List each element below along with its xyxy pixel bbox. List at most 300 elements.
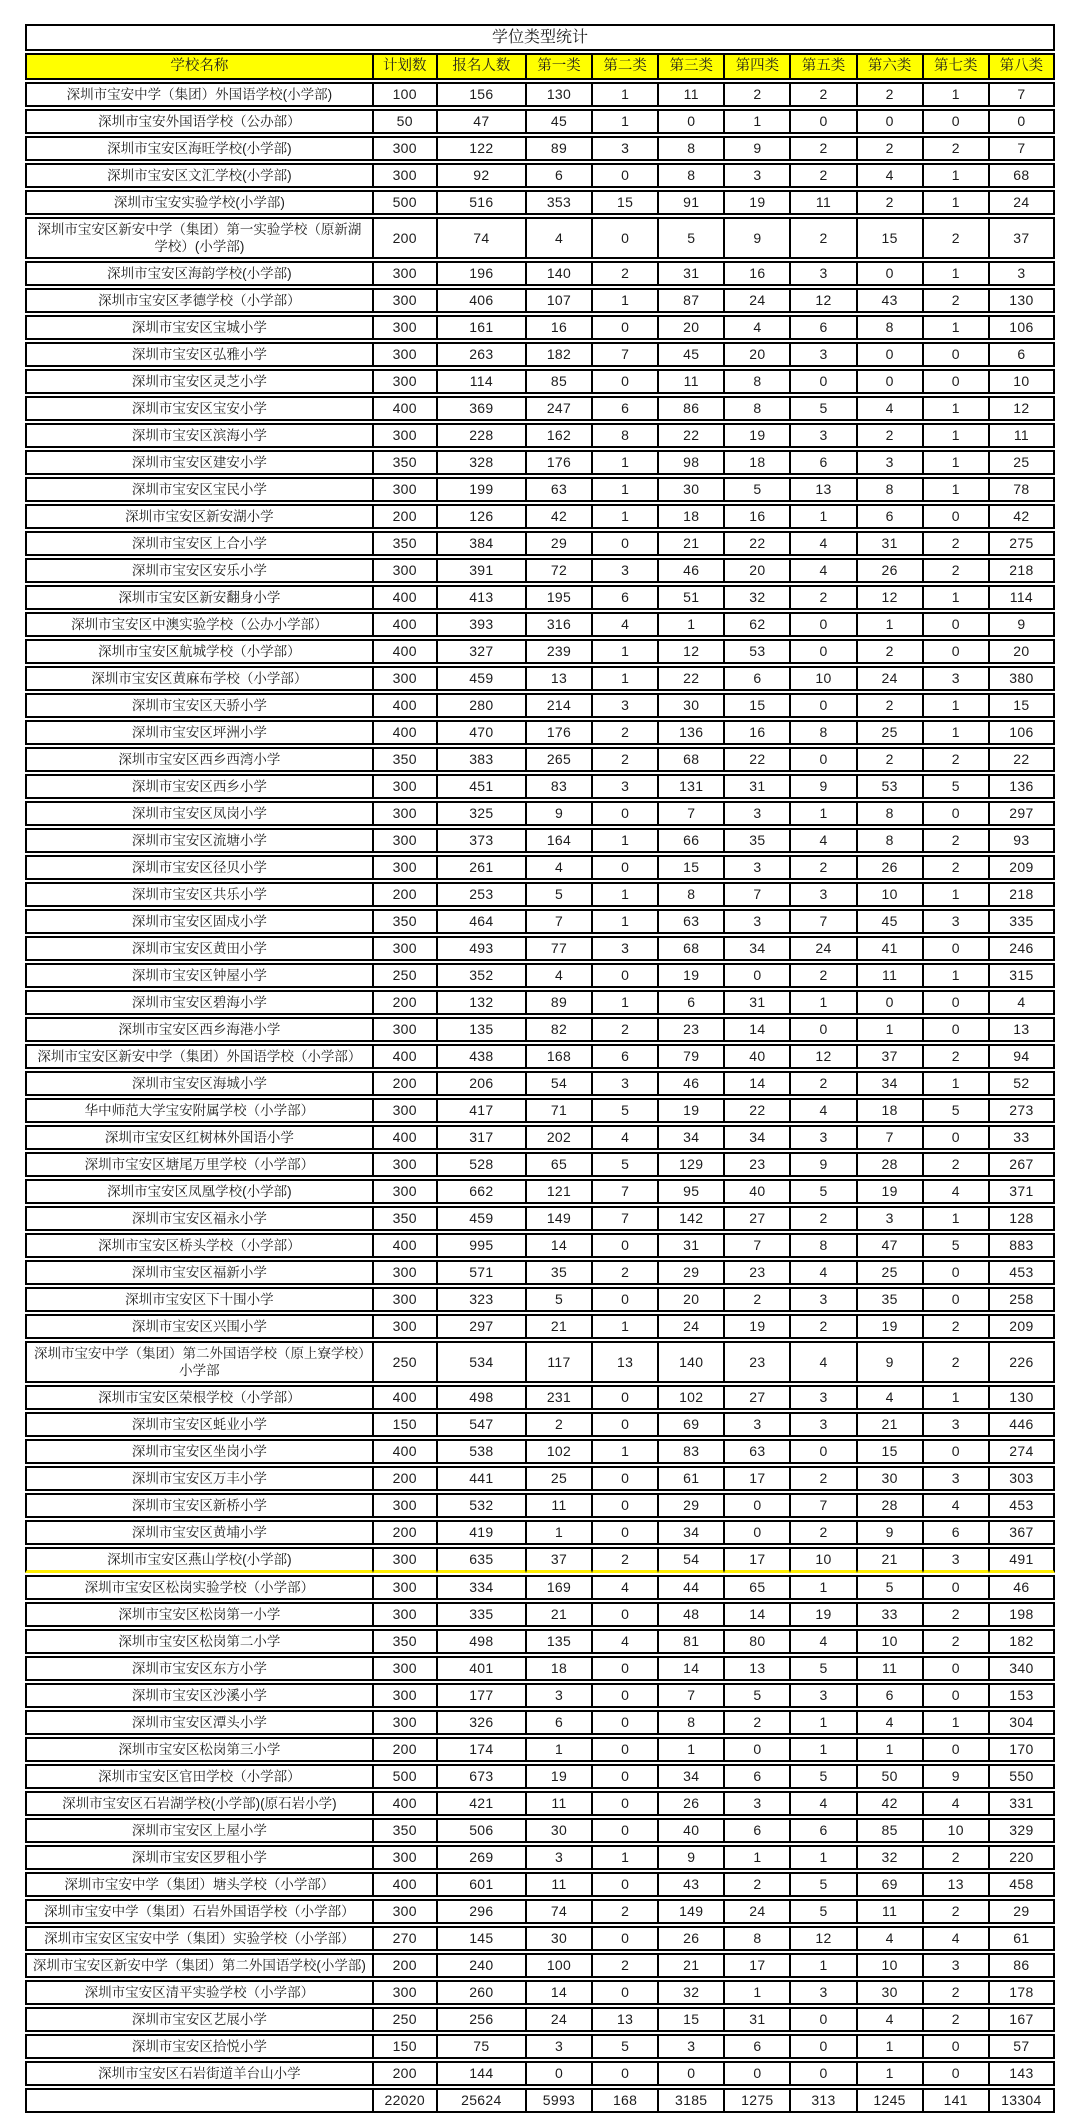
value-cell: 2 (790, 163, 856, 188)
value-cell: 22 (724, 747, 790, 772)
value-cell: 3 (526, 2034, 592, 2059)
value-cell: 2 (857, 190, 923, 215)
table-row (25, 1179, 1055, 1204)
school-name-cell: 深圳市宝安区西乡小学 (25, 774, 373, 799)
value-cell: 15 (857, 217, 923, 259)
value-cell: 198 (989, 1602, 1055, 1627)
value-cell: 13 (790, 477, 856, 502)
value-cell: 7 (989, 136, 1055, 161)
value-cell: 5 (592, 1152, 658, 1177)
value-cell: 87 (658, 288, 724, 313)
value-cell: 142 (658, 1206, 724, 1231)
value-cell: 0 (592, 1602, 658, 1627)
value-cell: 25 (526, 1466, 592, 1491)
value-cell: 0 (923, 342, 989, 367)
value-cell: 122 (437, 136, 526, 161)
value-cell: 143 (989, 2061, 1055, 2086)
school-name-cell: 深圳市宝安区石岩湖学校(小学部)(原石岩小学) (25, 1791, 373, 1816)
value-cell: 130 (526, 82, 592, 107)
value-cell: 240 (437, 1953, 526, 1978)
value-cell: 491 (989, 1547, 1055, 1573)
value-cell: 300 (373, 1547, 437, 1573)
value-cell: 11 (658, 82, 724, 107)
value-cell: 300 (373, 1179, 437, 1204)
value-cell: 140 (658, 1341, 724, 1383)
school-name-cell: 深圳市宝安区灵芝小学 (25, 369, 373, 394)
value-cell: 4 (592, 1575, 658, 1600)
value-cell: 1 (526, 1737, 592, 1762)
value-cell: 1 (923, 315, 989, 340)
value-cell: 1 (857, 612, 923, 637)
value-cell: 400 (373, 585, 437, 610)
table-row (25, 163, 1055, 188)
value-cell: 24 (724, 288, 790, 313)
value-cell: 5 (724, 1683, 790, 1708)
value-cell: 4 (923, 1179, 989, 1204)
value-cell: 3 (724, 1412, 790, 1437)
table-row (25, 1710, 1055, 1735)
value-cell: 91 (658, 190, 724, 215)
value-cell: 275 (989, 531, 1055, 556)
table-row (25, 2034, 1055, 2059)
value-cell: 2 (526, 1412, 592, 1437)
value-cell: 2 (592, 747, 658, 772)
value-cell: 30 (658, 477, 724, 502)
value-cell: 2 (923, 1044, 989, 1069)
value-cell: 7 (724, 882, 790, 907)
value-cell: 400 (373, 1439, 437, 1464)
value-cell: 1 (592, 82, 658, 107)
table-row (25, 1385, 1055, 1410)
value-cell: 8 (592, 423, 658, 448)
school-name-cell: 深圳市宝安中学（集团）第二外国语学校（原上寮学校）小学部 (25, 1341, 373, 1383)
value-cell: 0 (592, 1710, 658, 1735)
school-name-cell: 深圳市宝安区塘尾万里学校（小学部） (25, 1152, 373, 1177)
value-cell: 458 (989, 1872, 1055, 1897)
value-cell: 550 (989, 1764, 1055, 1789)
value-cell: 9 (989, 612, 1055, 637)
school-name-cell: 深圳市宝安区松岗实验学校（小学部） (25, 1575, 373, 1600)
school-name-cell: 深圳市宝安区宝安中学（集团）实验学校（小学部） (25, 1926, 373, 1951)
value-cell: 6 (592, 1044, 658, 1069)
value-cell: 300 (373, 1602, 437, 1627)
table-row (25, 504, 1055, 529)
table-row (25, 963, 1055, 988)
value-cell: 401 (437, 1656, 526, 1681)
value-cell: 250 (373, 963, 437, 988)
total-value-cell: 141 (923, 2088, 989, 2113)
value-cell: 50 (857, 1764, 923, 1789)
table-row (25, 936, 1055, 961)
value-cell: 369 (437, 396, 526, 421)
value-cell: 209 (989, 1314, 1055, 1339)
value-cell: 26 (857, 855, 923, 880)
value-cell: 1 (923, 1385, 989, 1410)
value-cell: 41 (857, 936, 923, 961)
value-cell: 35 (724, 828, 790, 853)
column-header: 第六类 (857, 53, 923, 80)
table-row (25, 1953, 1055, 1978)
value-cell: 29 (526, 531, 592, 556)
value-cell: 21 (857, 1412, 923, 1437)
value-cell: 2 (790, 1466, 856, 1491)
value-cell: 177 (437, 1683, 526, 1708)
value-cell: 106 (989, 315, 1055, 340)
value-cell: 43 (658, 1872, 724, 1897)
value-cell: 80 (724, 1629, 790, 1654)
value-cell: 270 (373, 1926, 437, 1951)
value-cell: 5 (857, 1575, 923, 1600)
value-cell: 2 (724, 1872, 790, 1897)
value-cell: 131 (658, 774, 724, 799)
value-cell: 329 (989, 1818, 1055, 1843)
value-cell: 7 (989, 82, 1055, 107)
value-cell: 164 (526, 828, 592, 853)
value-cell: 350 (373, 747, 437, 772)
value-cell: 9 (724, 136, 790, 161)
value-cell: 419 (437, 1520, 526, 1545)
value-cell: 12 (857, 585, 923, 610)
value-cell: 132 (437, 990, 526, 1015)
value-cell: 0 (790, 612, 856, 637)
value-cell: 326 (437, 1710, 526, 1735)
value-cell: 7 (790, 1493, 856, 1518)
value-cell: 350 (373, 1818, 437, 1843)
table-row (25, 1071, 1055, 1096)
degree-type-statistics-table (25, 22, 1055, 2115)
school-name-cell: 深圳市宝安区滨海小学 (25, 423, 373, 448)
value-cell: 214 (526, 693, 592, 718)
value-cell: 1 (923, 163, 989, 188)
value-cell: 45 (857, 909, 923, 934)
value-cell: 1 (923, 963, 989, 988)
table-row (25, 2007, 1055, 2032)
value-cell: 54 (658, 1547, 724, 1573)
value-cell: 8 (658, 1710, 724, 1735)
value-cell: 149 (526, 1206, 592, 1231)
value-cell: 250 (373, 2007, 437, 2032)
value-cell: 4 (923, 1926, 989, 1951)
value-cell: 3 (592, 774, 658, 799)
value-cell: 3 (790, 261, 856, 286)
value-cell: 2 (923, 1845, 989, 1870)
value-cell: 5 (790, 396, 856, 421)
school-name-cell: 深圳市宝安区兴围小学 (25, 1314, 373, 1339)
value-cell: 4 (857, 396, 923, 421)
value-cell: 12 (790, 1044, 856, 1069)
value-cell: 10 (857, 1953, 923, 1978)
value-cell: 30 (526, 1818, 592, 1843)
value-cell: 400 (373, 693, 437, 718)
value-cell: 335 (989, 909, 1055, 934)
value-cell: 4 (724, 315, 790, 340)
value-cell: 316 (526, 612, 592, 637)
value-cell: 296 (437, 1899, 526, 1924)
value-cell: 20 (658, 1287, 724, 1312)
value-cell: 47 (857, 1233, 923, 1258)
value-cell: 42 (989, 504, 1055, 529)
value-cell: 24 (658, 1314, 724, 1339)
table-row (25, 369, 1055, 394)
table-row (25, 261, 1055, 286)
value-cell: 11 (658, 369, 724, 394)
school-name-cell: 深圳市宝安区下十围小学 (25, 1287, 373, 1312)
value-cell: 2 (923, 855, 989, 880)
value-cell: 63 (526, 477, 592, 502)
value-cell: 1 (923, 693, 989, 718)
value-cell: 297 (989, 801, 1055, 826)
value-cell: 4 (592, 1125, 658, 1150)
value-cell: 226 (989, 1341, 1055, 1383)
table-body (25, 82, 1055, 2113)
value-cell: 0 (592, 1656, 658, 1681)
value-cell: 470 (437, 720, 526, 745)
table-row (25, 423, 1055, 448)
value-cell: 3 (857, 1206, 923, 1231)
total-value-cell: 168 (592, 2088, 658, 2113)
value-cell: 0 (790, 639, 856, 664)
school-name-cell: 深圳市宝安区天骄小学 (25, 693, 373, 718)
value-cell: 19 (857, 1314, 923, 1339)
value-cell: 25 (857, 1260, 923, 1285)
school-name-cell: 深圳市宝安区海旺学校(小学部) (25, 136, 373, 161)
value-cell: 3 (790, 1287, 856, 1312)
value-cell: 129 (658, 1152, 724, 1177)
value-cell: 68 (658, 936, 724, 961)
value-cell: 8 (857, 828, 923, 853)
value-cell: 2 (592, 720, 658, 745)
value-cell: 28 (857, 1493, 923, 1518)
value-cell: 20 (724, 342, 790, 367)
value-cell: 200 (373, 217, 437, 259)
value-cell: 7 (857, 1125, 923, 1150)
table-row (25, 450, 1055, 475)
value-cell: 300 (373, 1287, 437, 1312)
value-cell: 13 (526, 666, 592, 691)
value-cell: 7 (592, 1206, 658, 1231)
value-cell: 0 (790, 747, 856, 772)
value-cell: 18 (724, 450, 790, 475)
value-cell: 2 (923, 1341, 989, 1383)
value-cell: 4 (526, 855, 592, 880)
table-row (25, 342, 1055, 367)
value-cell: 498 (437, 1385, 526, 1410)
school-name-cell: 深圳市宝安区建安小学 (25, 450, 373, 475)
value-cell: 200 (373, 1953, 437, 1978)
value-cell: 2 (857, 747, 923, 772)
value-cell: 4 (592, 612, 658, 637)
value-cell: 3 (923, 1547, 989, 1573)
value-cell: 0 (724, 2061, 790, 2086)
value-cell: 8 (658, 163, 724, 188)
value-cell: 31 (857, 531, 923, 556)
value-cell: 21 (857, 1547, 923, 1573)
value-cell: 0 (857, 990, 923, 1015)
value-cell: 78 (989, 477, 1055, 502)
value-cell: 6 (923, 1520, 989, 1545)
value-cell: 0 (592, 1520, 658, 1545)
value-cell: 24 (724, 1899, 790, 1924)
value-cell: 5 (790, 1179, 856, 1204)
value-cell: 128 (989, 1206, 1055, 1231)
value-cell: 52 (989, 1071, 1055, 1096)
school-name-cell: 深圳市宝安区宝城小学 (25, 315, 373, 340)
value-cell: 200 (373, 1071, 437, 1096)
value-cell: 0 (923, 369, 989, 394)
value-cell: 0 (923, 639, 989, 664)
value-cell: 130 (989, 288, 1055, 313)
school-name-cell: 深圳市宝安区艺展小学 (25, 2007, 373, 2032)
value-cell: 13 (592, 2007, 658, 2032)
value-cell: 35 (857, 1287, 923, 1312)
value-cell: 1 (923, 1710, 989, 1735)
value-cell: 19 (857, 1179, 923, 1204)
value-cell: 4 (857, 163, 923, 188)
table-row (25, 774, 1055, 799)
value-cell: 31 (658, 1233, 724, 1258)
value-cell: 83 (526, 774, 592, 799)
value-cell: 8 (790, 1233, 856, 1258)
value-cell: 14 (526, 1233, 592, 1258)
value-cell: 15 (658, 2007, 724, 2032)
value-cell: 199 (437, 477, 526, 502)
school-name-cell: 深圳市宝安实验学校(小学部) (25, 190, 373, 215)
value-cell: 6 (857, 1683, 923, 1708)
value-cell: 0 (923, 1737, 989, 1762)
value-cell: 69 (658, 1412, 724, 1437)
value-cell: 239 (526, 639, 592, 664)
value-cell: 335 (437, 1602, 526, 1627)
value-cell: 89 (526, 990, 592, 1015)
value-cell: 300 (373, 1683, 437, 1708)
value-cell: 547 (437, 1412, 526, 1437)
value-cell: 144 (437, 2061, 526, 2086)
value-cell: 30 (857, 1980, 923, 2005)
table-row (25, 1575, 1055, 1600)
table-row (25, 1260, 1055, 1285)
value-cell: 8 (857, 801, 923, 826)
value-cell: 5 (526, 1287, 592, 1312)
value-cell: 4 (592, 1629, 658, 1654)
total-value-cell: 25624 (437, 2088, 526, 2113)
value-cell: 63 (724, 1439, 790, 1464)
value-cell: 3 (724, 909, 790, 934)
value-cell: 200 (373, 1466, 437, 1491)
value-cell: 5 (923, 1098, 989, 1123)
value-cell: 6 (989, 342, 1055, 367)
value-cell: 34 (658, 1125, 724, 1150)
value-cell: 68 (658, 747, 724, 772)
value-cell: 353 (526, 190, 592, 215)
value-cell: 22 (724, 531, 790, 556)
value-cell: 2 (592, 1017, 658, 1042)
value-cell: 253 (437, 882, 526, 907)
value-cell: 0 (923, 612, 989, 637)
value-cell: 2 (923, 1314, 989, 1339)
value-cell: 1 (592, 504, 658, 529)
value-cell: 140 (526, 261, 592, 286)
value-cell: 273 (989, 1098, 1055, 1123)
value-cell: 317 (437, 1125, 526, 1150)
value-cell: 77 (526, 936, 592, 961)
value-cell: 114 (437, 369, 526, 394)
school-name-cell: 华中师范大学宝安附属学校（小学部） (25, 1098, 373, 1123)
value-cell: 2 (790, 855, 856, 880)
value-cell: 300 (373, 1575, 437, 1600)
value-cell: 46 (658, 558, 724, 583)
value-cell: 0 (724, 1493, 790, 1518)
school-name-cell: 深圳市宝安区黄埔小学 (25, 1520, 373, 1545)
value-cell: 3 (790, 1683, 856, 1708)
value-cell: 16 (724, 720, 790, 745)
value-cell: 20 (724, 558, 790, 583)
value-cell: 265 (526, 747, 592, 772)
table-row (25, 1152, 1055, 1177)
table-row (25, 558, 1055, 583)
value-cell: 61 (658, 1466, 724, 1491)
value-cell: 3 (923, 1953, 989, 1978)
value-cell: 4 (790, 1260, 856, 1285)
value-cell: 371 (989, 1179, 1055, 1204)
value-cell: 3 (592, 936, 658, 961)
value-cell: 1 (790, 1575, 856, 1600)
value-cell: 46 (658, 1071, 724, 1096)
value-cell: 2 (790, 1206, 856, 1231)
value-cell: 53 (857, 774, 923, 799)
value-cell: 300 (373, 288, 437, 313)
table-row (25, 1233, 1055, 1258)
value-cell: 2 (923, 747, 989, 772)
value-cell: 340 (989, 1656, 1055, 1681)
value-cell: 3 (724, 801, 790, 826)
school-name-cell: 深圳市宝安区安乐小学 (25, 558, 373, 583)
value-cell: 19 (790, 1602, 856, 1627)
value-cell: 0 (592, 315, 658, 340)
value-cell: 51 (658, 585, 724, 610)
table-row (25, 396, 1055, 421)
value-cell: 2 (592, 1953, 658, 1978)
value-cell: 0 (592, 963, 658, 988)
value-cell: 1 (592, 909, 658, 934)
value-cell: 33 (857, 1602, 923, 1627)
value-cell: 8 (724, 369, 790, 394)
value-cell: 328 (437, 450, 526, 475)
value-cell: 65 (526, 1152, 592, 1177)
school-name-cell: 深圳市宝安区荣根学校（小学部） (25, 1385, 373, 1410)
value-cell: 331 (989, 1791, 1055, 1816)
table-row (25, 1017, 1055, 1042)
value-cell: 100 (526, 1953, 592, 1978)
column-header: 第二类 (592, 53, 658, 80)
value-cell: 400 (373, 1233, 437, 1258)
value-cell: 2 (857, 693, 923, 718)
value-cell: 86 (989, 1953, 1055, 1978)
value-cell: 168 (526, 1044, 592, 1069)
value-cell: 71 (526, 1098, 592, 1123)
value-cell: 2 (857, 639, 923, 664)
value-cell: 54 (526, 1071, 592, 1096)
value-cell: 4 (790, 1629, 856, 1654)
table-row (25, 531, 1055, 556)
column-header: 第一类 (526, 53, 592, 80)
value-cell: 34 (724, 1125, 790, 1150)
value-cell: 136 (989, 774, 1055, 799)
value-cell: 8 (857, 315, 923, 340)
value-cell: 31 (724, 990, 790, 1015)
school-name-cell: 深圳市宝安区径贝小学 (25, 855, 373, 880)
value-cell: 0 (923, 1656, 989, 1681)
value-cell: 1 (857, 2034, 923, 2059)
